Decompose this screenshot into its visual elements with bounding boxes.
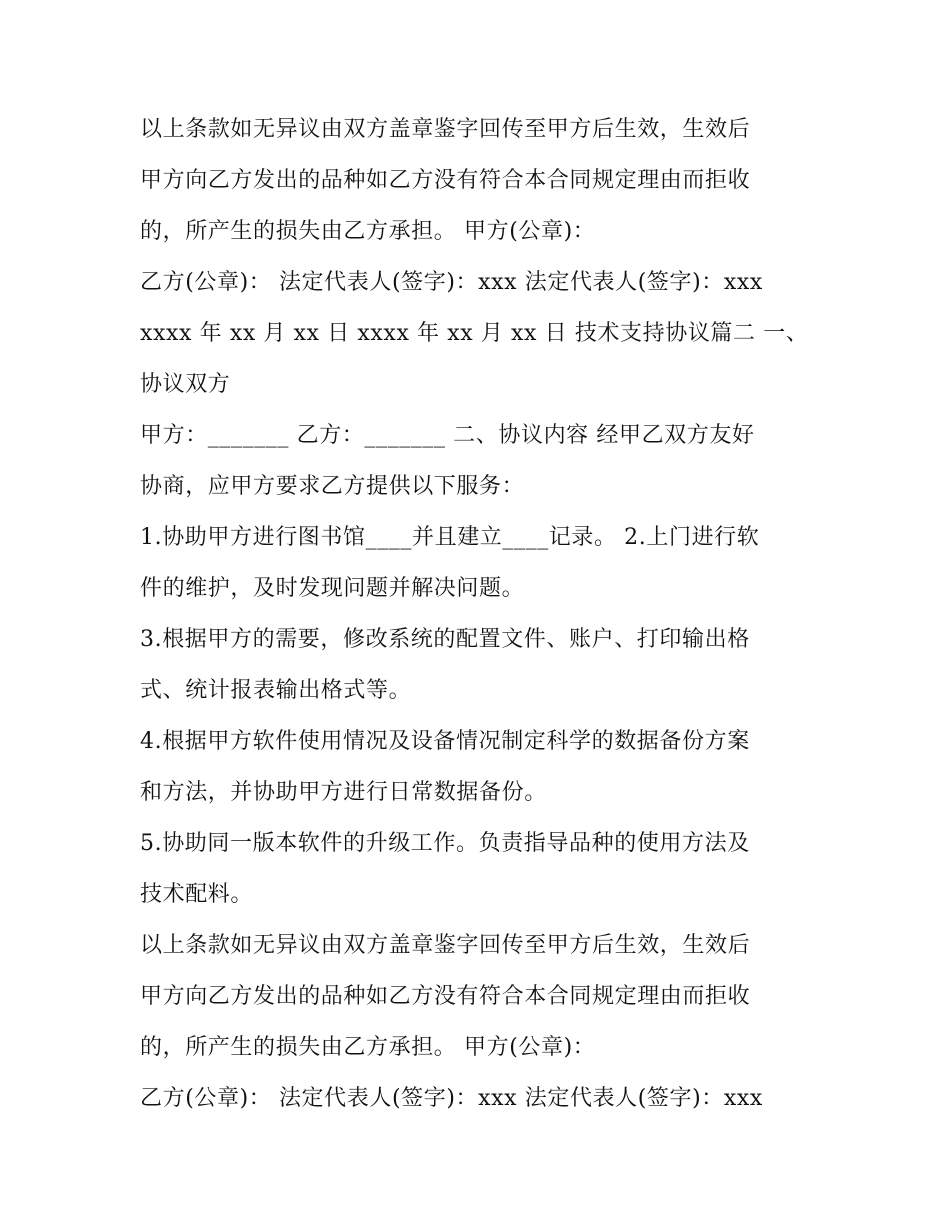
- text-line: 件的维护，及时发现问题并解决问题。: [140, 576, 525, 601]
- text-line: 技术配料。: [140, 882, 254, 907]
- text-line: 3.根据甲方的需要，修改系统的配置文件、账户、打印输出格: [140, 627, 750, 652]
- text-line: 式、统计报表输出格式等。: [140, 678, 412, 703]
- text-line: 协议双方: [140, 372, 231, 397]
- text-line: 乙方(公章)： 法定代表人(签字)：xxx 法定代表人(签字)：xxx: [140, 270, 763, 295]
- text-line: 1.协助甲方进行图书馆____并且建立____记录。 2.上门进行软: [140, 525, 760, 550]
- text-line: 的，所产生的损失由乙方承担。 甲方(公章)：: [140, 1035, 596, 1060]
- text-line: xxxx 年 xx 月 xx 日 xxxx 年 xx 月 xx 日 技术支持协议篇二 一、: [140, 321, 809, 346]
- text-line: 以上条款如无异议由双方盖章鉴字回传至甲方后生效，生效后: [140, 117, 751, 142]
- text-line: 乙方(公章)： 法定代表人(签字)：xxx 法定代表人(签字)：xxx: [140, 1086, 763, 1111]
- text-line: 以上条款如无异议由双方盖章鉴字回传至甲方后生效，生效后: [140, 933, 751, 958]
- text-line: 协商，应甲方要求乙方提供以下服务：: [140, 474, 525, 499]
- text-line: 甲方向乙方发出的品种如乙方没有符合本合同规定理由而拒收: [140, 168, 751, 193]
- text-line: 甲方：_______ 乙方：_______ 二、协议内容 经甲乙双方友好: [140, 423, 755, 448]
- text-line: 和方法，并协助甲方进行日常数据备份。: [140, 780, 547, 805]
- text-line: 的，所产生的损失由乙方承担。 甲方(公章)：: [140, 219, 596, 244]
- text-line: 甲方向乙方发出的品种如乙方没有符合本合同规定理由而拒收: [140, 984, 751, 1009]
- document-body: [140, 104, 820, 1124]
- text-line: 4.根据甲方软件使用情况及设备情况制定科学的数据备份方案: [140, 729, 750, 754]
- text-line: 5.协助同一版本软件的升级工作。负责指导品种的使用方法及: [140, 831, 750, 856]
